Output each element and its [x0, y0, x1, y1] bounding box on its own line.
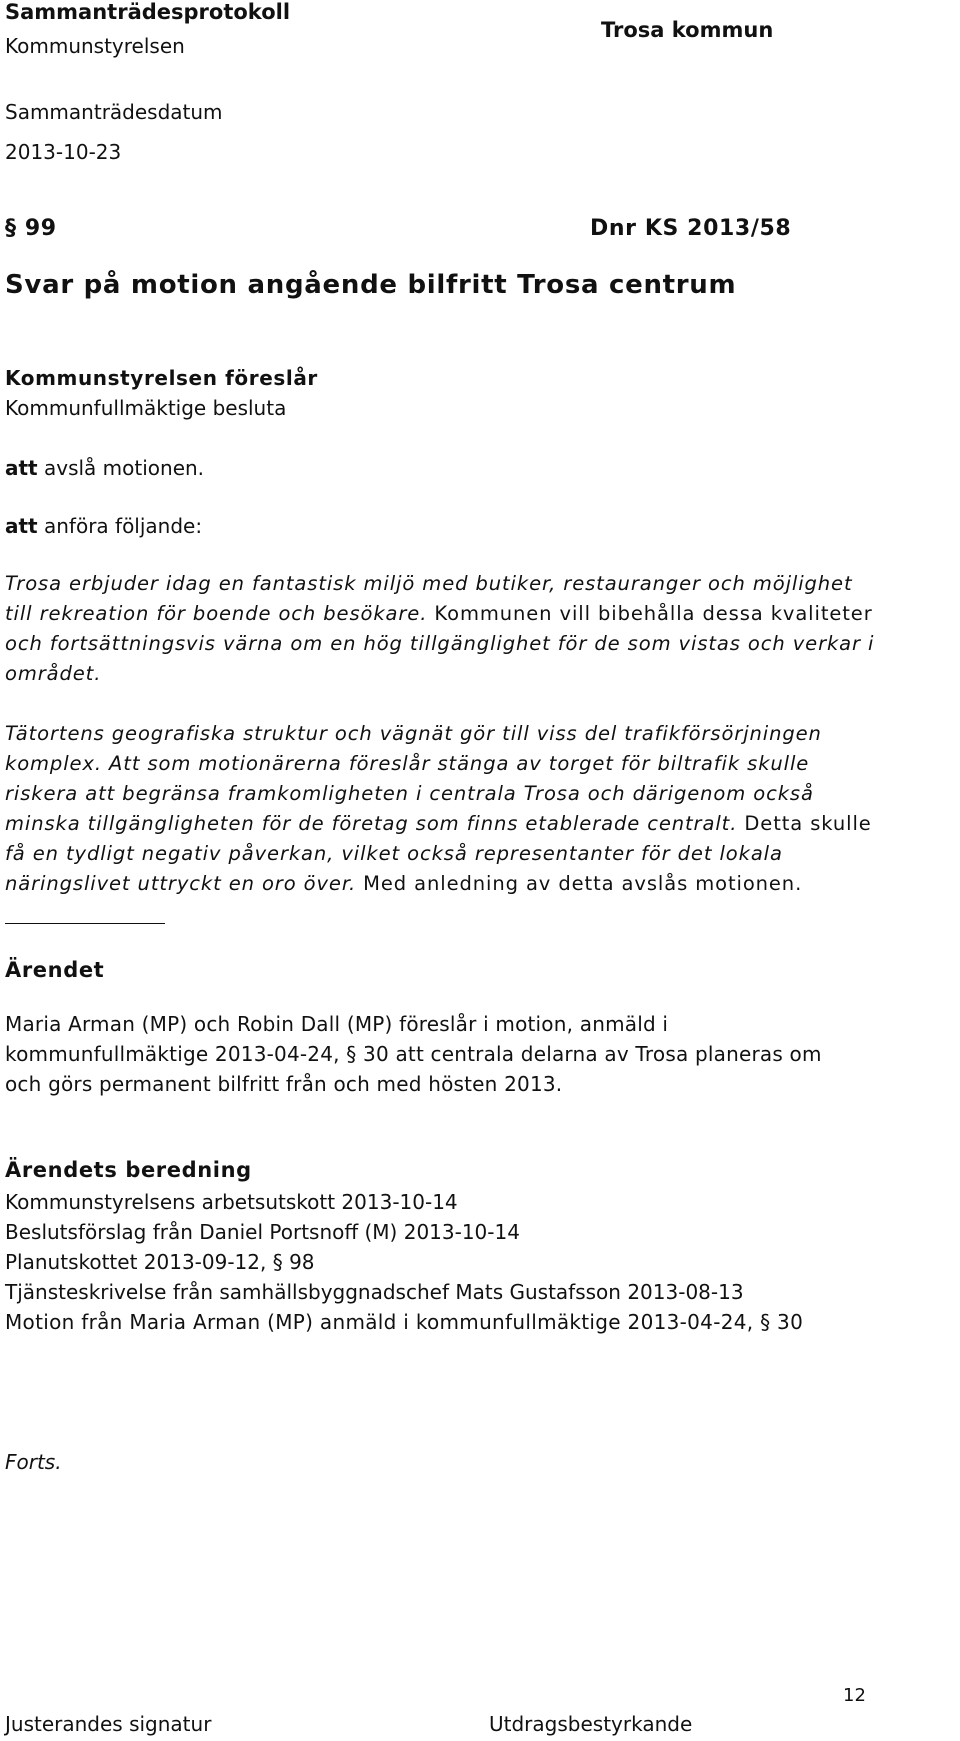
arendet-line: Maria Arman (MP) och Robin Dall (MP) föreslår i motion, anmäld i — [5, 1012, 669, 1036]
att-keyword: att — [5, 514, 38, 538]
beredning-item: Beslutsförslag från Daniel Portsnoff (M) 2013-10-14 — [5, 1220, 520, 1244]
arendet-line: och görs permanent bilfritt från och med hösten 2013. — [5, 1072, 563, 1096]
beredning-item: Planutskottet 2013-09-12, § 98 — [5, 1250, 315, 1274]
page-number: 12 — [843, 1685, 866, 1706]
arendet-fragment: kommunfullmäktige 2013-04-24, — [5, 1042, 340, 1066]
diary-number: Dnr KS 2013/58 — [590, 216, 792, 241]
reasoning-line: Tätortens geografiska struktur och vägnät gör till viss del trafikförsörjningen — [5, 722, 822, 745]
att-clause-1 — [5, 456, 204, 480]
paragraph-number: § 99 — [5, 216, 57, 241]
beredning-item: Kommunstyrelsens arbetsutskott 2013-10-14 — [5, 1190, 458, 1214]
section-divider — [5, 923, 165, 924]
reasoning-fragment: Att som motionärerna föreslår stänga av torget för biltrafik skulle — [101, 752, 810, 775]
reasoning-line: området. — [5, 662, 102, 685]
att-keyword: att — [5, 456, 38, 480]
reasoning-fragment: komplex. — [5, 752, 102, 775]
beredning-heading: Ärendets beredning — [5, 1158, 252, 1182]
arendet-heading: Ärendet — [5, 958, 105, 982]
arendet-fragment: § 30 att centrala delarna av Trosa planeras om — [346, 1042, 822, 1066]
reasoning-fragment: Detta skulle — [737, 812, 872, 835]
reasoning-fragment: näringslivet uttryckt en oro över. — [5, 872, 357, 895]
reasoning-fragment: Kommunen vill bibehålla dessa kvaliteter — [427, 602, 873, 625]
signature-label: Justerandes signatur — [5, 1712, 212, 1736]
att-clause-2 — [5, 514, 202, 538]
att-clause-text: anföra följande: — [37, 514, 203, 538]
reasoning-line: och fortsättningsvis värna om en hög tillgänglighet för de som vistas och verkar i — [5, 632, 875, 655]
meeting-date: 2013-10-23 — [5, 140, 122, 164]
municipality-name: Trosa kommun — [601, 18, 774, 42]
beredning-item: Tjänsteskrivelse från samhällsbyggnadschef Mats Gustafsson 2013-08-13 — [5, 1280, 744, 1304]
arendet-line — [5, 1042, 822, 1066]
reasoning-fragment: till rekreation för boende och besökare. — [5, 602, 428, 625]
reasoning-fragment: minska tillgängligheten för de företag som finns etablerade centralt. — [5, 812, 738, 835]
reasoning-line: riskera att begränsa framkomligheten i centrala Trosa och därigenom också — [5, 782, 814, 805]
reasoning-fragment: Med anledning av detta avslås motionen. — [356, 872, 803, 895]
continued-note: Forts. — [5, 1450, 62, 1474]
att-clause-text: avslå motionen. — [37, 456, 205, 480]
reasoning-line — [5, 752, 809, 775]
reasoning-line: Trosa erbjuder idag en fantastisk miljö med butiker, restauranger och möjlighet — [5, 572, 853, 595]
proposal-subheading: Kommunfullmäktige besluta — [5, 396, 287, 420]
reasoning-line: få en tydligt negativ påverkan, vilket också representanter för det lokala — [5, 842, 783, 865]
reasoning-line — [5, 812, 872, 835]
page-title: Svar på motion angående bilfritt Trosa centrum — [5, 270, 737, 300]
committee-name: Kommunstyrelsen — [5, 34, 185, 58]
certification-label: Utdragsbestyrkande — [489, 1712, 693, 1736]
reasoning-line — [5, 602, 873, 625]
meeting-date-label: Sammanträdesdatum — [5, 100, 223, 124]
reasoning-line — [5, 872, 802, 895]
proposal-heading: Kommunstyrelsen föreslår — [5, 366, 318, 390]
beredning-item: Motion från Maria Arman (MP) anmäld i kommunfullmäktige 2013-04-24, § 30 — [5, 1310, 804, 1334]
protocol-type: Sammanträdesprotokoll — [5, 0, 291, 24]
